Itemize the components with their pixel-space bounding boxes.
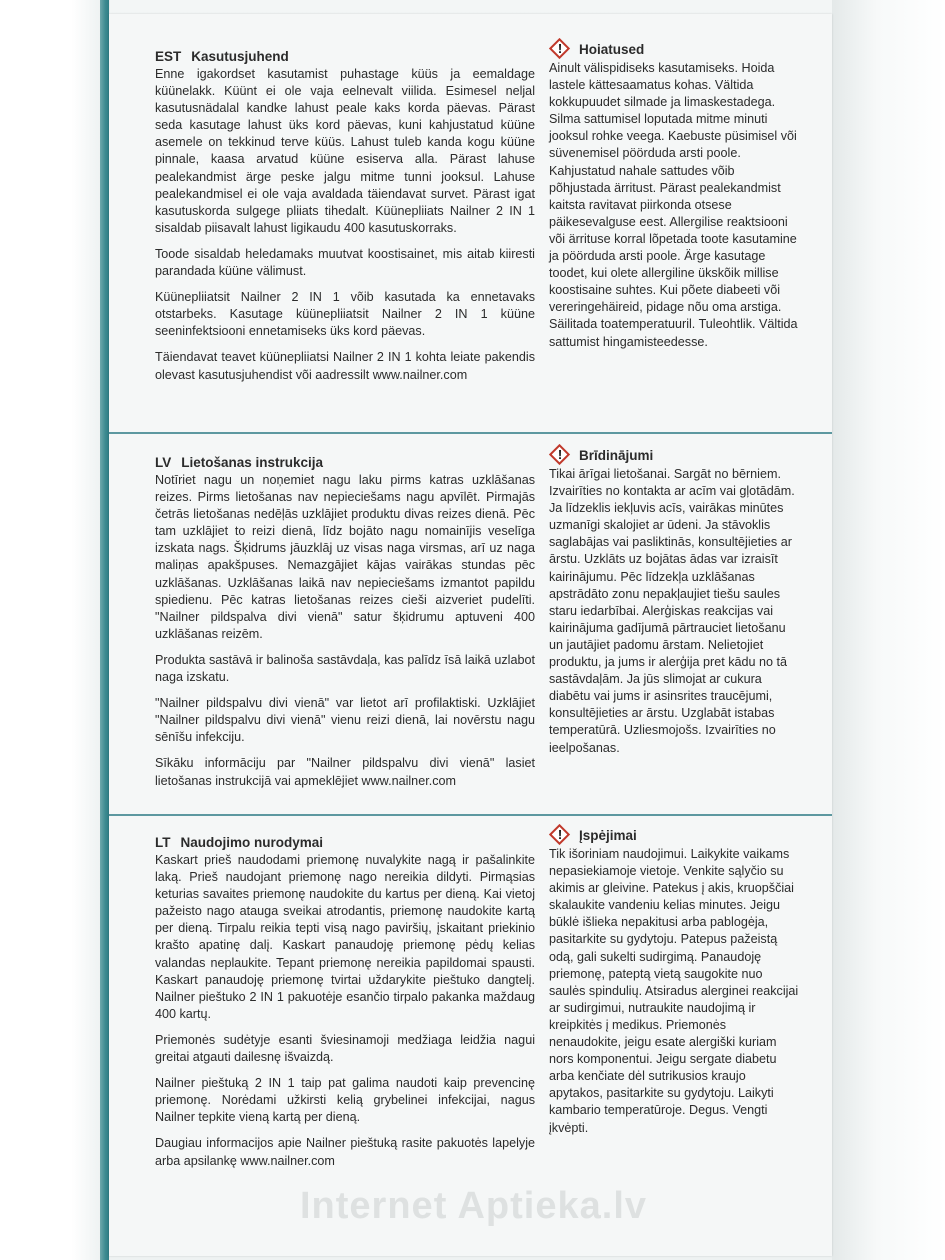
paragraph: Enne igakordset kasutamist puhastage küüs ja eemaldage küünelakk. Küünt ei ole vaja eelnevalt viilida. Esimesel neljal kasutusnädalal kandke lahust peale kaks korda päevas. Pärast seda kasutage lahust üks kord päevas, kuni kahjustatud küüne asemele on tekkinud terve küüs. Lahust tuleb kanda kogu küüne pinnale, kaasa arvatud küüne esiserva alla. Pärast lahuse pealekandmist ärge peske jalgu mitme tunni jooksul. Lahuse pealekandmisel ei ole vaja avaldada täiendavat survet. Pärast igat kasutuskorda sulgege pliiats tihedalt. Küünepliiats Nailner 2 IN 1 sisaldab piisavalt lahust ligikaudu 400 kasutuskorraks. bbox=[155, 67, 535, 235]
left-background bbox=[0, 0, 110, 1260]
instructions-title: Lietošanas instrukcija bbox=[181, 455, 324, 470]
paragraph: Sīkāku informāciju par "Nailner pildspalvu divi vienā" lasiet lietošanas instrukcijā vai apmeklējiet www.nailner.com bbox=[155, 756, 535, 788]
instructions-title: Naudojimo nurodymai bbox=[180, 835, 324, 850]
instructions-title: Kasutusjuhend bbox=[191, 49, 289, 64]
right-background bbox=[832, 0, 945, 1260]
instructions-lv bbox=[155, 454, 535, 799]
warnings-lv bbox=[549, 447, 799, 757]
exclamation-hazard-icon: ! bbox=[549, 824, 571, 846]
exclamation-hazard-icon: ! bbox=[549, 38, 571, 60]
paragraph: Nailner pieštuką 2 IN 1 taip pat galima naudoti kaip prevencinę priemonę. Norėdami užkirsti kelią grybelinei infekcijai, nagus Nailner tepkite vieną kartą per dieną. bbox=[155, 1076, 535, 1125]
package-back-panel bbox=[109, 14, 832, 1256]
exclamation-hazard-icon: ! bbox=[549, 444, 571, 466]
warnings-heading bbox=[549, 444, 799, 466]
warnings-title: Brīdinājumi bbox=[579, 447, 654, 463]
warnings-text: Ainult välispidiseks kasutamiseks. Hoida lastele kättesaamatus kohas. Vältida kokkupuudet silmade ja limaskestadega. Silma sattumisel loputada mitme minuti jooksul rohke veega. Kaebuste püsimisel või süvenemisel pöörduda arsti poole. Kahjustatud nahale sattudes võib põhjustada ärritust. Pärast pealekandmist kaitsta ravitavat piirkonda otsese päikesevalguse eest. Allergilise reaktsiooni või ärrituse korral lõpetada toote kasutamine ja pöörduda arsti poole. Ärge kasutage toodet, kui olete allergiline ükskõik millise koostisaine suhtes. Kui põete diabeeti või vereringehäireid, pidage nõu oma arstiga. Säilitada toatemperatuuril. Tuleohtlik. Vältida sattumist hingamisteedesse. bbox=[549, 61, 798, 349]
instructions-heading bbox=[155, 834, 535, 851]
watermark: Internet Aptieka.lv bbox=[300, 1185, 648, 1227]
language-code: LT bbox=[155, 835, 171, 850]
paragraph: Priemonės sudėtyje esanti šviesinamoji medžiaga leidžia nagui greitai atgauti dailesnę išvaizdą. bbox=[155, 1032, 535, 1065]
warnings-lt bbox=[549, 827, 799, 1137]
warnings-heading bbox=[549, 38, 799, 60]
warnings-est bbox=[549, 41, 799, 351]
warnings-text: Tik išoriniam naudojimui. Laikykite vaikams nepasiekiamoje vietoje. Venkite sąlyčio su akimis ar gleivine. Patekus į akis, kruopščiai skalaukite vandeniu kelias minutes. Jeigu būklė išlieka nepakitusi arba pablogėja, pasitarkite su gydytoju. Patepus pažeistą odą, gali sukelti sudirgimą. Panaudoję priemonę, pateptą vietą saugokite nuo saulės spindulių. Atsiradus alerginei reakcijai ar sudirgimui, nutraukite naudojimą ir kreipkitės į medikus. Priemonės nenaudokite, jeigu esate alergiški kuriam nors komponentui. Jeigu sergate diabetu arba kenčiate dėl sutrikusios kraujo apytakos, pasitarkite su gydytoju. Laikyti kambario temperatūroje. Degus. Vengti įkvėpti. bbox=[549, 847, 799, 1135]
language-code: EST bbox=[155, 49, 182, 64]
section-divider bbox=[109, 814, 832, 816]
warnings-title: Hoiatused bbox=[579, 41, 645, 57]
warnings-title: Įspėjimai bbox=[579, 827, 637, 843]
box-side-edge bbox=[100, 0, 109, 1260]
paragraph: Notīriet nagu un noņemiet nagu laku pirms katras uzklāšanas reizes. Pirms lietošanas nav nepieciešams nagu apvīlēt. Pirmajās četrās lietošanas nedēļās uzklājiet produktu divas reizes dienā. Pēc tam uzklājiet to reizi dienā, līdz bojāto nagu nomainījis veselīga izskata nags. Šķidrums jāuzklāj uz visas naga virsmas, arī uz naga maliņas apakšpuses. Nemazgājiet kājas vairākas stundas pēc uzklāšanas. Uzklāšanas laikā nav nepieciešams izmantot papildu spiedienu. Pēc katras lietošanas reizes cieši aizveriet pudelīti. "Nailner pildspalva divi vienā" satur šķidrumu aptuveni 400 uzklāšanas reizēm. bbox=[155, 473, 535, 641]
paragraph: Produkta sastāvā ir balinoša sastāvdaļa, kas palīdz īsā laikā uzlabot naga izskatu. bbox=[155, 652, 535, 685]
instructions-lt bbox=[155, 834, 535, 1179]
instructions-heading bbox=[155, 454, 535, 471]
paragraph: Kaskart prieš naudodami priemonę nuvalykite nagą ir pašalinkite laką. Prieš naudojant priemonę nago nereikia dildyti. Pirmąsias keturias savaites priemonę naudokite du kartus per dieną. Kai vietoj pažeisto nago atauga sveikai atrodantis, priemonę naudokite kartą per dieną. Tirpalu reikia tepti visą nago paviršių, įskaitant priekinio krašto apatinę dalį. Kaskart panaudoję priemonę pėdų kelias valandas neplaukite. Tepant priemonę nereikia papildomai spausti. Kaskart panaudoję priemonę tvirtai uždarykite pieštuko dangtelį. Nailner pieštuko 2 IN 1 pakuotėje esančio tirpalo pakanka maždaug 400 kartų. bbox=[155, 853, 535, 1021]
paragraph: Toode sisaldab heledamaks muutvat koostisainet, mis aitab kiiresti parandada küüne välimust. bbox=[155, 246, 535, 279]
instructions-heading bbox=[155, 48, 535, 65]
language-code: LV bbox=[155, 455, 172, 470]
instructions-est bbox=[155, 48, 535, 393]
paragraph: Küünepliiatsit Nailner 2 IN 1 võib kasutada ka ennetavaks otstarbeks. Kasutage küünepliiatsit Nailner 2 IN 1 küüne seeninfektsiooni ennetamiseks üks kord päevas. bbox=[155, 290, 535, 339]
paragraph: Täiendavat teavet küünepliiatsi Nailner 2 IN 1 kohta leiate pakendis olevast kasutusjuhendist või aadressilt www.nailner.com bbox=[155, 350, 535, 382]
paragraph: "Nailner pildspalvu divi vienā" var lietot arī profilaktiski. Uzklājiet "Nailner pildspalvu divi vienā" vienu reizi dienā, lai novērstu nagu sēnīšu infekciju. bbox=[155, 696, 535, 745]
warnings-text: Tikai ārīgai lietošanai. Sargāt no bērniem. Izvairīties no kontakta ar acīm vai gļotādām. Ja līdzeklis iekļuvis acīs, vairākas minūtes uzmanīgi skalojiet ar ūdeni. Ja stāvoklis saglabājas vai pasliktinās, konsultējieties ar ārstu. Uzklāts uz bojātas ādas var izraisīt kairinājumu. Pēc līdzekļa uzklāšanas apstrādāto zonu nepakļaujiet tiešu saules staru iedarbībai. Alerģiskas reakcijas vai kairinājuma gadījumā pārtrauciet lietošanu un jautājiet padomu ārstam. Nelietojiet produktu, ja jums ir alerģija pret kādu no tā sastāvdaļām. Ja jūs slimojat ar cukura diabētu vai jums ir asinsrites traucējumi, konsultējieties ar ārstu. Uzglabāt istabas temperatūrā. Uzliesmojošs. Izvairīties no ieelpošanas. bbox=[549, 467, 795, 755]
section-divider bbox=[109, 432, 832, 434]
paragraph: Daugiau informacijos apie Nailner pieštuką rasite pakuotės lapelyje arba apsilankę www.nailner.com bbox=[155, 1136, 535, 1168]
warnings-heading bbox=[549, 824, 799, 846]
